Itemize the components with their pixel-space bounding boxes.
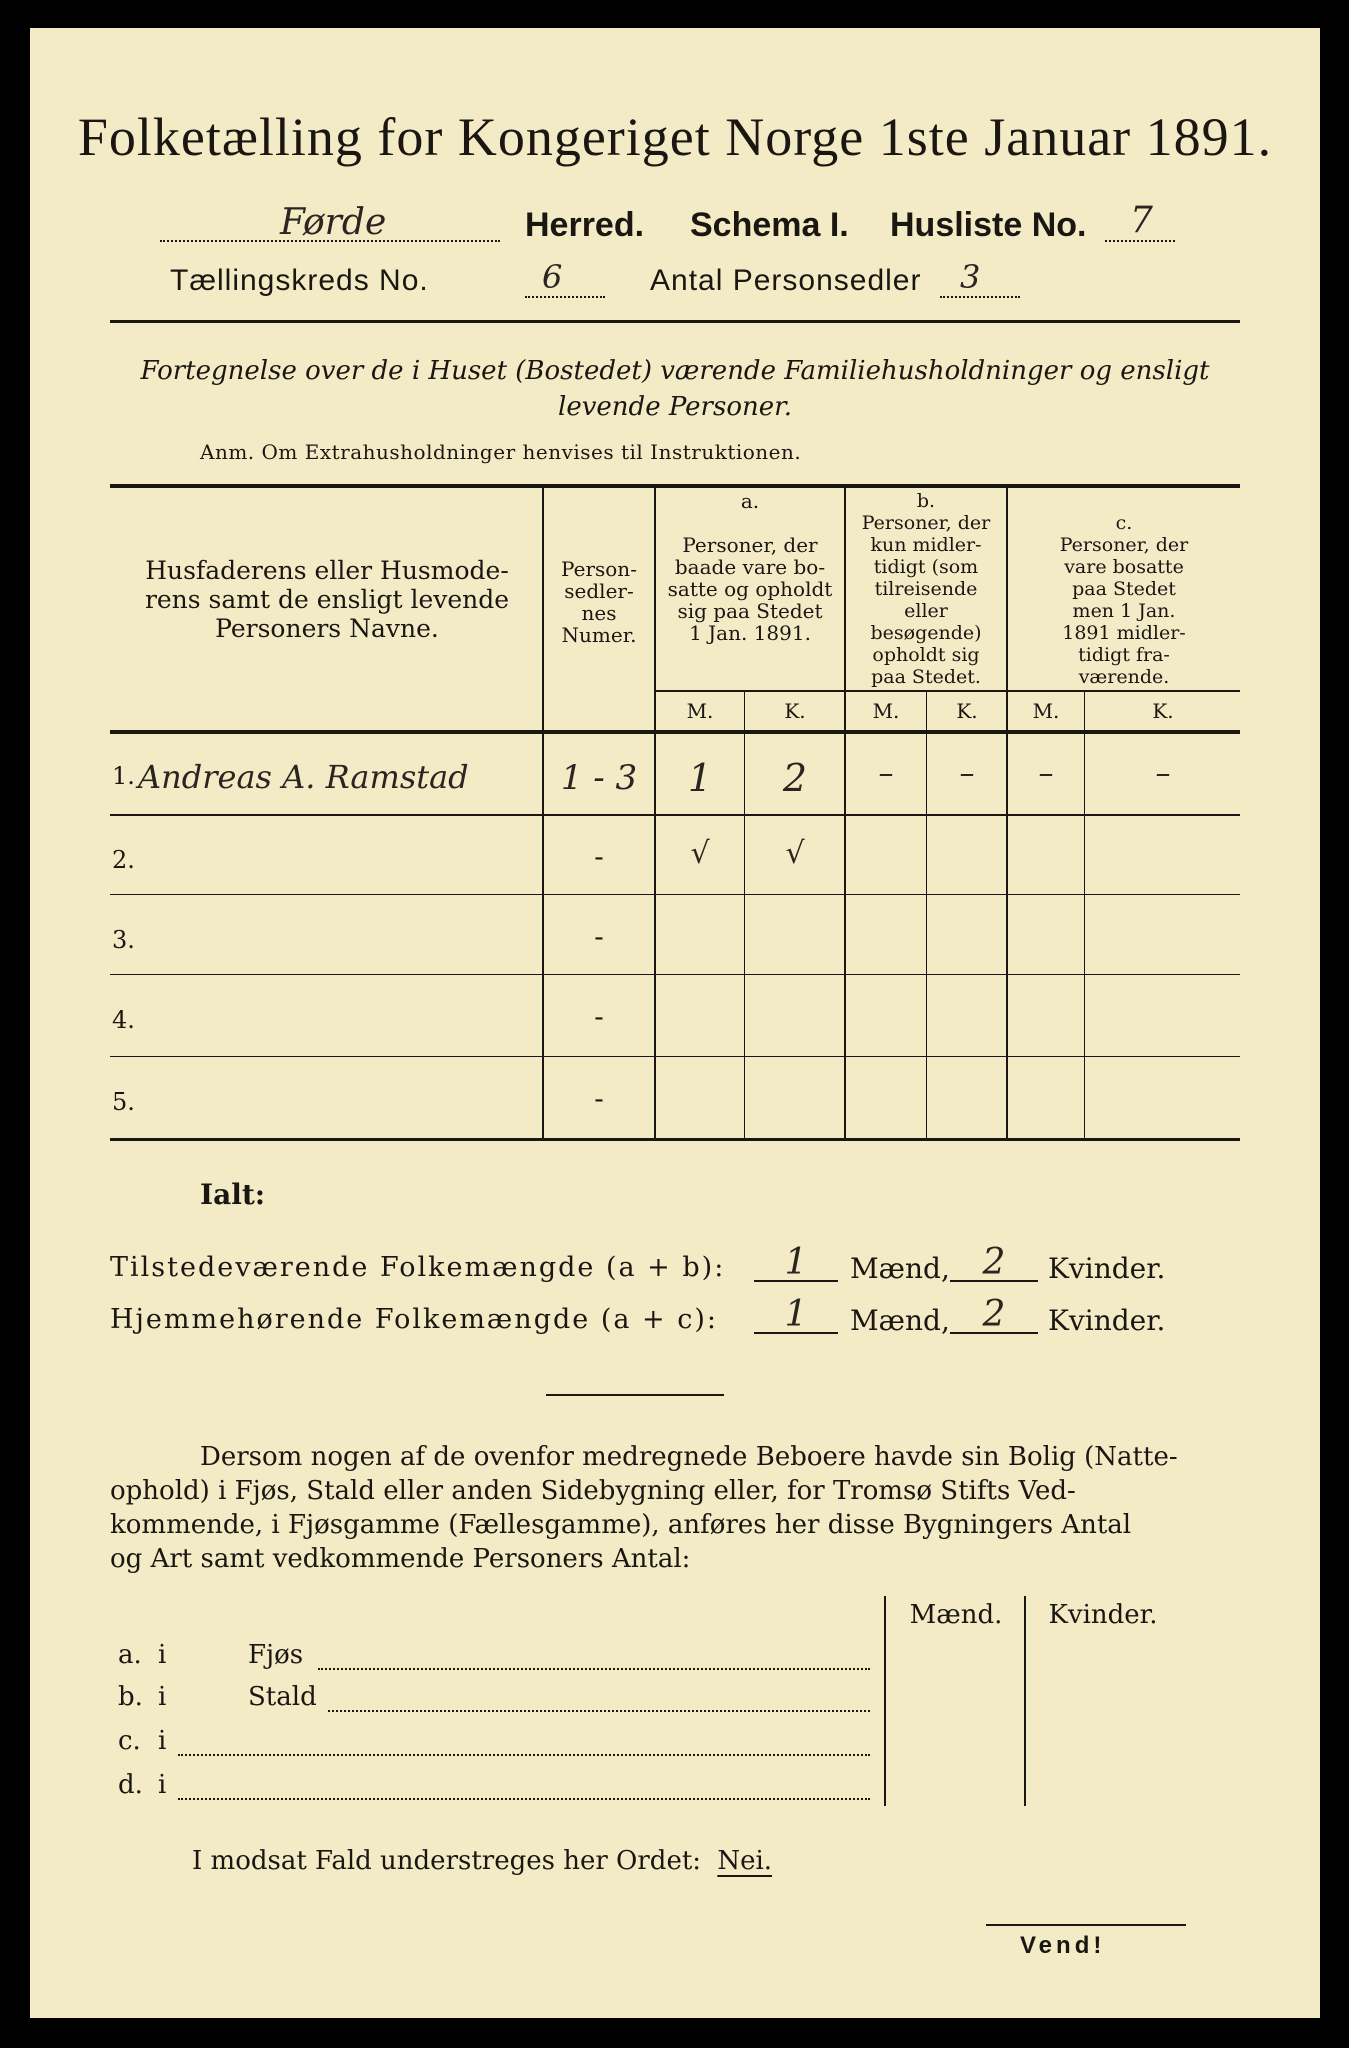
tilstede-label: Tilstedeværende Folkemængde (a + b): — [110, 1252, 726, 1283]
bolig-item: b. i Stald — [118, 1682, 878, 1718]
herred-line — [130, 200, 1290, 252]
bolig-item: d. i — [118, 1770, 878, 1806]
header-rule — [110, 320, 1240, 323]
sedler-number: - — [594, 1000, 604, 1033]
bolig-item: a. i Fjøs — [118, 1640, 878, 1676]
sedler-number: - — [594, 920, 604, 953]
kvinder-label: Kvinder. — [1048, 1304, 1166, 1337]
row-number: 3. — [112, 926, 135, 954]
maend-label: Mænd, — [850, 1304, 950, 1337]
table-bottom-rule — [110, 1138, 1240, 1141]
c-k-label: K. — [1152, 699, 1174, 723]
a-m-label: M. — [686, 699, 714, 723]
schema-label: Schema I. — [690, 206, 849, 244]
maend-label: Mænd, — [850, 1252, 950, 1285]
kreds-line — [170, 258, 1270, 308]
tilstede-line — [110, 1242, 1250, 1290]
row-number: 2. — [112, 846, 135, 874]
row-number: 4. — [112, 1006, 135, 1034]
hjemme-line — [110, 1294, 1250, 1342]
bolig-item: c. i — [118, 1726, 878, 1762]
a-k-value: √ — [785, 836, 805, 871]
antal-label: Antal Personsedler — [650, 264, 922, 297]
form-title: Folketælling for Kongeriget Norge 1ste Januar 1891. — [77, 107, 1273, 167]
col-header-b: b. Personer, der kun midler- tidigt (som tilreisende eller besøgende) opholdt sig paa Stedet. — [861, 490, 991, 688]
table-row — [110, 976, 1240, 1056]
modsat-line — [192, 1846, 772, 1876]
modsat-prefix: I modsat Fald understreges her Ordet: — [192, 1846, 702, 1876]
b-m-label: M. — [872, 699, 900, 723]
b-m-value: – — [878, 756, 894, 791]
kreds-label: Tællingskreds No. — [170, 264, 429, 297]
a-m-value: 1 — [687, 756, 713, 800]
sedler-number: - — [594, 1082, 604, 1115]
col-header-name: Husfaderens eller Husmode- rens samt de ensligt levende Personers Navne. — [144, 556, 510, 643]
nei-word: Nei. — [717, 1846, 773, 1876]
sedler-number: 1 - 3 — [560, 758, 638, 798]
kreds-value: 6 — [542, 258, 563, 296]
census-form-page — [30, 28, 1320, 2018]
husliste-value: 7 — [1130, 200, 1153, 241]
a-k-label: K. — [784, 699, 806, 723]
table-top-rule — [110, 484, 1240, 488]
antal-value: 3 — [960, 258, 981, 296]
anm-note: Anm. Om Extrahusholdninger henvises til Instruktionen. — [200, 440, 802, 464]
vend-label: Vend! — [1020, 1932, 1106, 1959]
bolig-paragraph: Dersom nogen af de ovenfor medregnede Beboere havde sin Bolig (Natte- ophold) i Fjøs, Stald eller anden Sidebygning eller, for Tromsø Stifts Ved- kommende, i Fjøsgamme (Fællesgamme), anføres her disse Bygningers Antal og Art samt vedkommende Personers Antal: — [110, 1442, 1178, 1574]
section-divider — [546, 1394, 724, 1396]
row-number: 5. — [112, 1088, 135, 1116]
c-m-label: M. — [1032, 699, 1060, 723]
hjemme-label: Hjemmehørende Folkemængde (a + c): — [110, 1304, 718, 1335]
table-row — [110, 1058, 1240, 1138]
sedler-number: - — [594, 840, 604, 873]
hjemme-maend-value: 1 — [784, 1294, 808, 1335]
tilstede-kvinder-value: 2 — [982, 1242, 1006, 1283]
a-k-value: 2 — [782, 756, 808, 800]
hjemme-kvinder-value: 2 — [982, 1294, 1006, 1335]
table-row — [110, 816, 1240, 894]
husliste-label: Husliste No. — [890, 206, 1087, 244]
b-k-value: – — [959, 756, 975, 791]
table-row — [110, 896, 1240, 974]
herred-label: Herred. — [525, 206, 645, 244]
col-header-numer: Person- sedler- nes Numer. — [561, 557, 637, 647]
c-m-value: – — [1038, 756, 1054, 791]
col-header-a: a. Personer, der baade vare bo- satte og opholdt sig paa Stedet 1 Jan. 1891. — [667, 489, 833, 645]
herred-value: Førde — [280, 202, 387, 243]
intro-line-2: levende Personer. — [558, 392, 792, 422]
b-k-label: K. — [956, 699, 978, 723]
bolig-col-maend: Mænd. — [909, 1600, 1003, 1630]
bolig-col-kvinder: Kvinder. — [1048, 1600, 1158, 1630]
table-row — [110, 738, 1240, 814]
c-k-value: – — [1155, 756, 1171, 791]
intro-line-1: Fortegnelse over de i Huset (Bostedet) værende Familiehusholdninger og ensligt — [140, 356, 1210, 386]
row-number: 1. — [112, 762, 135, 790]
tilstede-maend-value: 1 — [784, 1242, 808, 1283]
table-header-rule — [110, 730, 1240, 734]
ialt-label: Ialt: — [200, 1178, 266, 1211]
person-name: Andreas A. Ramstad — [138, 758, 469, 796]
a-m-value: √ — [690, 836, 710, 871]
col-header-c: c. Personer, der vare bosatte paa Stedet men 1 Jan. 1891 midler- tidigt fra- værende. — [1059, 512, 1189, 688]
kvinder-label: Kvinder. — [1048, 1252, 1166, 1285]
